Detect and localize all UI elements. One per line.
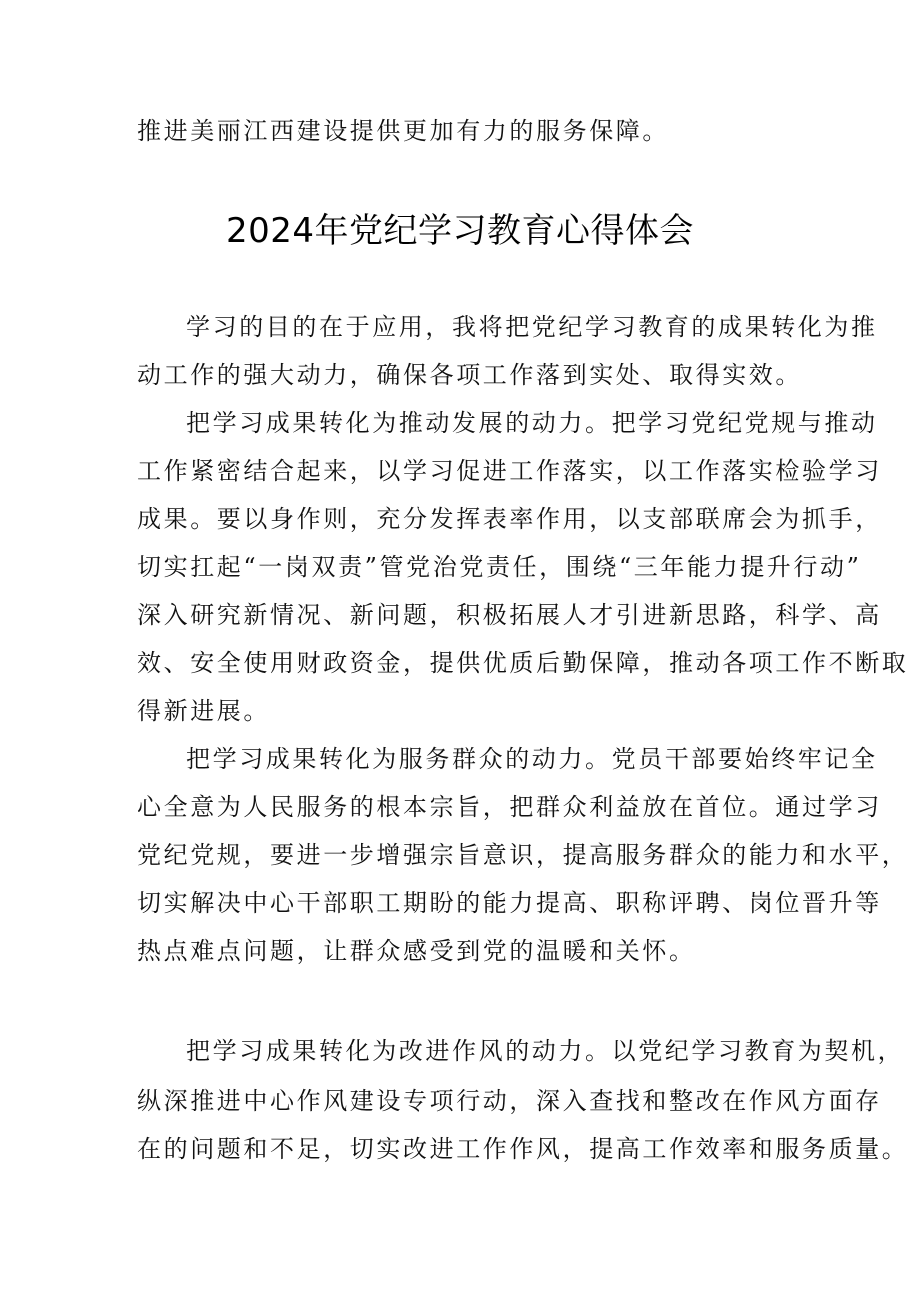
- paragraph-line: 把学习成果转化为服务群众的动力。党员干部要始终牢记全: [186, 745, 878, 773]
- paragraph-line: 效、安全使用财政资金，提供优质后勤保障，推动各项工作不断取: [137, 649, 909, 677]
- intro-tail-line: 推进美丽江西建设提供更加有力的服务保障。: [137, 117, 669, 145]
- paragraph-line: 热点难点问题，让群众感受到党的温暖和关怀。: [137, 937, 696, 965]
- paragraph-line: 工作紧密结合起来，以学习促进工作落实，以工作落实检验学习: [137, 457, 882, 485]
- paragraph-line: 动工作的强大动力，确保各项工作落到实处、取得实效。: [137, 361, 802, 389]
- page-title: 2024年党纪学习教育心得体会: [225, 211, 695, 251]
- paragraph-line: 深入研究新情况、新问题，积极拓展人才引进新思路，科学、高: [137, 601, 882, 629]
- paragraph-line: 学习的目的在于应用，我将把党纪学习教育的成果转化为推: [186, 313, 878, 341]
- paragraph-line: 纵深推进中心作风建设专项行动，深入查找和整改在作风方面存: [137, 1087, 882, 1115]
- paragraph-line: 在的问题和不足，切实改进工作作风，提高工作效率和服务质量。: [137, 1135, 909, 1163]
- paragraph-line: 得新进展。: [137, 697, 270, 725]
- paragraph-line: 切实扛起“一岗双责”管党治党责任，围绕“三年能力提升行动”: [137, 553, 862, 581]
- paragraph-line: 党纪党规，要进一步增强宗旨意识，提高服务群众的能力和水平，: [137, 841, 909, 869]
- paragraph-line: 成果。要以身作则，充分发挥表率作用，以支部联席会为抓手，: [137, 505, 882, 533]
- paragraph-line: 切实解决中心干部职工期盼的能力提高、职称评聘、岗位晋升等: [137, 889, 882, 917]
- paragraph-line: 把学习成果转化为推动发展的动力。把学习党纪党规与推动: [186, 409, 878, 437]
- paragraph-line: 心全意为人民服务的根本宗旨，把群众利益放在首位。通过学习: [137, 793, 882, 821]
- paragraph-line: 把学习成果转化为改进作风的动力。以党纪学习教育为契机，: [186, 1037, 905, 1065]
